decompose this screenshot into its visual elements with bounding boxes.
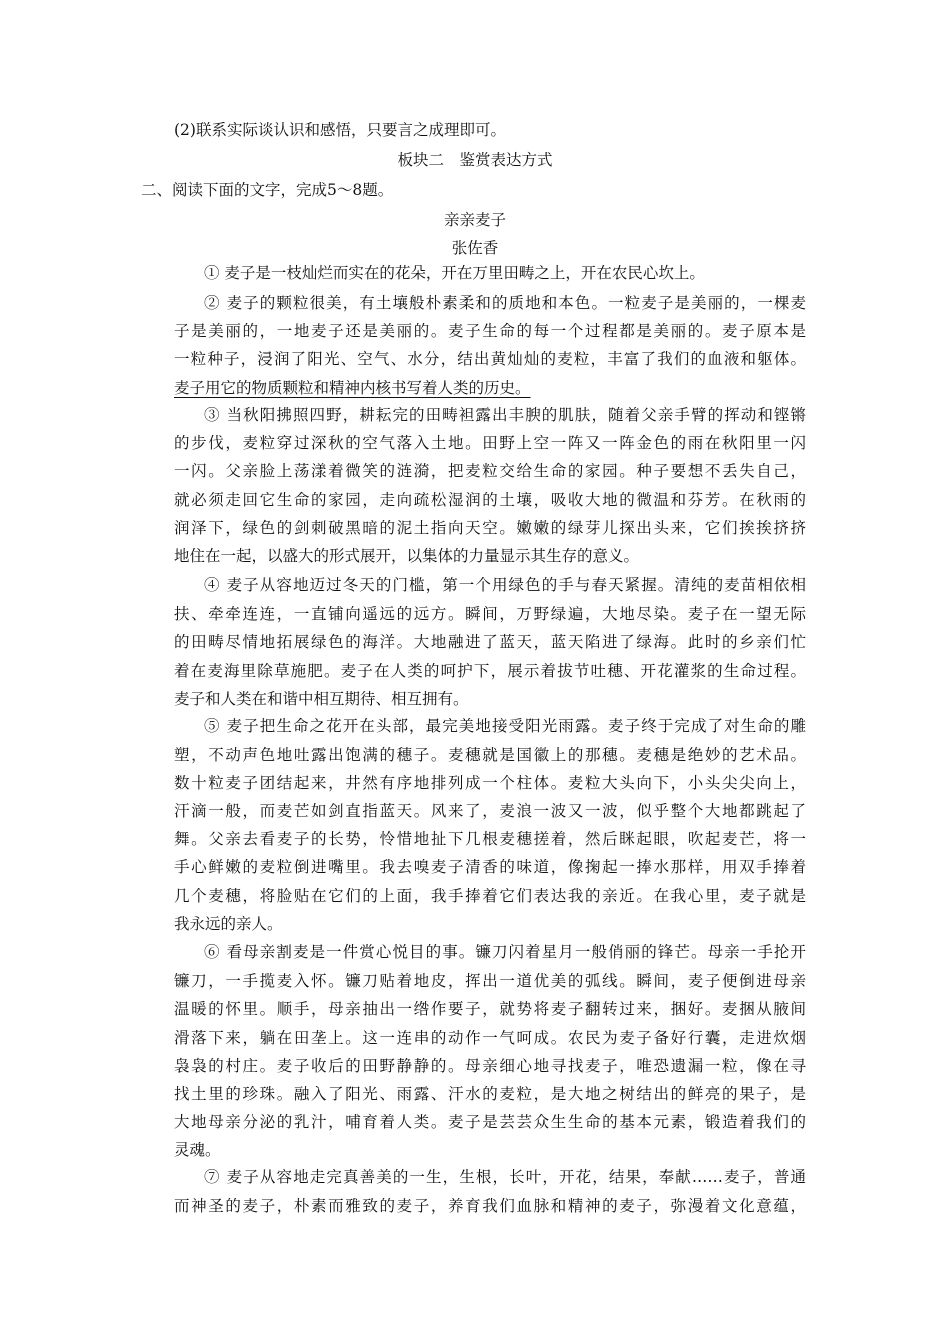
paragraph-line: 扶、牵牵连连，一直铺向遥远的远方。瞬间，万野绿遍，大地尽染。麦子在一望无际 [174,605,806,623]
paragraph-line: 着在麦海里除草施肥。麦子在人类的呵护下，展示着拔节吐穗、开花灌浆的生命过程。 [174,662,806,680]
section-heading: 板块二 鉴赏表达方式 [397,151,553,169]
paragraph-line: 手心鲜嫩的麦粒倒进嘴里。我去嗅麦子清香的味道，像掬起一捧水那样，用双手捧着 [174,858,806,876]
paragraph-line: ⑥ 看母亲割麦是一件赏心悦目的事。镰刀闪着星月一般俏丽的锋芒。母亲一手抡开 [204,943,806,961]
paragraph-line: ⑤ 麦子把生命之花开在头部，最完美地接受阳光雨露。麦子终于完成了对生命的雕 [204,717,806,735]
paragraph-line: 镰刀，一手揽麦入怀。镰刀贴着地皮，挥出一道优美的弧线。瞬间，麦子便倒进母亲 [174,972,806,990]
paragraph-line: 汗滴一般，而麦芒如剑直指蓝天。风来了，麦浪一波又一波，似乎整个大地都跳起了 [174,802,806,820]
paragraph-line: 几个麦穗，将脸贴在它们的上面，我手捧着它们表达我的亲近。在我心里，麦子就是 [174,887,806,905]
paragraph-line: 袅袅的村庄。麦子收后的田野静静的。母亲细心地寻找麦子，唯恐遗漏一粒，像在寻 [174,1057,806,1075]
paragraph-line: 灵魂。 [174,1141,221,1159]
paragraph-line: 我永远的亲人。 [174,915,283,933]
paragraph-line: 数十粒麦子团结起来，井然有序地排列成一个柱体。麦粒大头向下，小头尖尖向上， [174,774,806,792]
paragraph-line: 找土里的珍珠。融入了阳光、雨露、汗水的麦粒，是大地之树结出的鲜亮的果子，是 [174,1085,806,1103]
paragraph-line: 麦子和人类在和谐中相互期待、相互拥有。 [174,690,469,708]
paragraph-line: 一闪。父亲脸上荡漾着微笑的涟漪，把麦粒交给生命的家园。种子要想不丢失自己， [174,462,806,480]
question-instruction: 二、阅读下面的文字，完成5～8题。 [141,181,394,199]
paragraph-line: ⑦ 麦子从容地走完真善美的一生，生根，长叶，开花，结果，奉献……麦子，普通 [204,1168,806,1186]
article-author: 张佐香 [451,239,499,257]
paragraph-line: 舞。父亲去看麦子的长势，怜惜地扯下几根麦穗搓着，然后眯起眼，吹起麦芒，将一 [174,830,806,848]
paragraph-line: 滑落下来，躺在田垄上。这一连串的动作一气呵成。农民为麦子备好行囊，走进炊烟 [174,1029,806,1047]
paragraph-line: 地住在一起，以盛大的形式展开，以集体的力量显示其生存的意义。 [174,547,640,565]
paragraph-line: 的田畴尽情地拓展绿色的海洋。大地融进了蓝天，蓝天陷进了绿海。此时的乡亲们忙 [174,633,806,651]
paragraph-line: 子是美丽的，一地麦子还是美丽的。麦子生命的每一个过程都是美丽的。麦子原本是 [174,322,806,340]
paragraph-line: 大地母亲分泌的乳汁，哺育着人类。麦子是芸芸众生生命的基本元素，锻造着我们的 [174,1113,806,1131]
paragraph-line: 润泽下，绿色的剑刺破黑暗的泥土指向天空。嫩嫩的绿芽儿探出头来，它们挨挨挤挤 [174,519,806,537]
paragraph-line: 就必须走回它生命的家园，走向疏松湿润的土壤，吸收大地的微温和芬芳。在秋雨的 [174,491,806,509]
paragraph-line: ① 麦子是一枝灿烂而实在的花朵，开在万里田畴之上，开在农民心坎上。 [204,264,705,282]
paragraph-line: 而神圣的麦子，朴素而雅致的麦子，养育我们血脉和精神的麦子，弥漫着文化意蕴， [174,1197,806,1215]
paragraph-line: 一粒种子，浸润了阳光、空气、水分，结出黄灿灿的麦粒，丰富了我们的血液和躯体。 [174,350,806,368]
intro-line: (2)联系实际谈认识和感悟，只要言之成理即可。 [174,121,506,139]
paragraph-line: 的步伐，麦粒穿过深秋的空气落入土地。田野上空一阵又一阵金色的雨在秋阳里一闪 [174,434,806,452]
paragraph-line: ② 麦子的颗粒很美，有土壤般朴素柔和的质地和本色。一粒麦子是美丽的，一棵麦 [204,294,806,312]
paragraph-line: 塑，不动声色地吐露出饱满的穗子。麦穗就是国徽上的那穗。麦穗是绝妙的艺术品。 [174,746,806,764]
paragraph-line: 温暖的怀里。顺手，母亲抽出一绺作要子，就势将麦子翻转过来，捆好。麦捆从腋间 [174,1000,806,1018]
paragraph-line: ③ 当秋阳拂照四野，耕耘完的田畴袒露出丰腴的肌肤，随着父亲手臂的挥动和铿锵 [204,406,806,424]
article-title: 亲亲麦子 [443,211,506,229]
paragraph-line: ④ 麦子从容地迈过冬天的门槛，第一个用绿色的手与春天紧握。清纯的麦苗相依相 [204,576,806,594]
paragraph-line: 麦子用它的物质颗粒和精神内核书写着人类的历史。 [174,379,531,397]
